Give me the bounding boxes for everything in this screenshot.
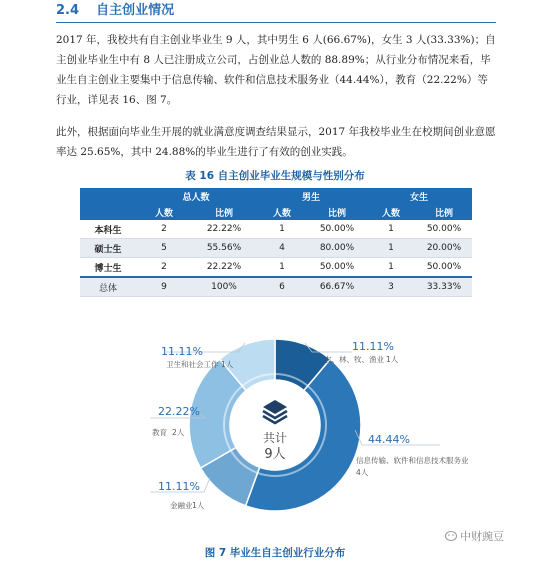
table-cell: 100% [192,277,256,297]
slice-percent-label: 11.11% [158,480,200,493]
slice-count-label: 4人 [356,468,369,477]
table-cell: 50.00% [308,258,366,278]
sub-header: 人数 [366,204,416,220]
slice-percent-label: 22.22% [158,405,200,418]
slice-category-label: 农、林、牧、渔业 [324,355,384,364]
table-cell: 1 [256,258,308,278]
table-cell: 80.00% [308,239,366,258]
table-cell: 66.67% [308,277,366,297]
table-caption: 表 16 自主创业毕业生规模与性别分布 [185,170,365,182]
table-cell: 20.00% [416,239,472,258]
slice-category-label: 教育 [152,428,167,437]
sub-header: 人数 [256,204,308,220]
figure-caption: 图 7 毕业生自主创业行业分布 [204,547,346,559]
slice-percent-label: 44.44% [368,433,410,446]
group-header-male: 男生 [256,188,366,204]
row-label: 本科生 [80,220,136,239]
table-cell: 2 [136,258,192,278]
slice-category-label: 金融业 [170,501,193,510]
slice-percent-label: 11.11% [161,345,203,358]
table-cell: 50.00% [416,220,472,239]
center-label-total: 共计 [262,431,288,445]
row-label: 硕士生 [80,239,136,258]
slice-count-label: 1人 [386,355,399,364]
table-cell: 50.00% [416,258,472,278]
section-title: 自主创业情况 [96,3,175,18]
center-label-count: 9人 [264,447,286,462]
table-cell: 5 [136,239,192,258]
table-cell: 2 [136,220,192,239]
slice-count-label: 1人 [221,360,234,369]
slice-count-label: 1人 [192,501,205,510]
table-cell: 22.22% [192,220,256,239]
row-label: 总体 [80,277,136,297]
row-label: 博士生 [80,258,136,278]
slice-category-label: 卫生和社会工作 [166,360,219,369]
table-cell: 4 [256,239,308,258]
table-cell: 9 [136,277,192,297]
table-cell: 3 [366,277,416,297]
watermark: 中财豌豆 [460,530,504,543]
table-cell: 33.33% [416,277,472,297]
slice-category-label: 信息传输、软件和信息技术服务业 [356,456,469,465]
sub-header: 比例 [192,204,256,220]
table-cell: 22.22% [192,258,256,278]
table-cell: 1 [256,220,308,239]
wechat-icon [445,530,459,542]
table-cell: 50.00% [308,220,366,239]
paragraph-1: 2017 年，我校共有自主创业毕业生 9 人，其中男生 6 人(66.67%)，女生 3 人(33.33%)；自主创业毕业生中有 8 人已注册成立公司，占创业总人数的 88.89%；从行业分布情况来看，毕业生自主创业主要集中于信息传输、软件和信息技术服务业（44.44%），教育（22.22%）等行业，详见表 16、图 7。 [56,34,496,106]
sub-header: 比例 [308,204,366,220]
slice-percent-label: 11.11% [352,340,394,353]
table-cell: 55.56% [192,239,256,258]
table-cell: 6 [256,277,308,297]
table-cell: 1 [366,239,416,258]
sub-header: 比例 [416,204,472,220]
section-number: 2.4 [56,3,80,18]
slice-count-label: 2人 [172,428,185,437]
paragraph-2: 此外，根据面向毕业生开展的就业满意度调查结果显示，2017 年我校毕业生在校期间创业意愿率达 25.65%，其中 24.88%的毕业生进行了有效的创业实践。 [56,126,496,158]
group-header-total: 总人数 [136,188,256,204]
table-cell: 1 [366,258,416,278]
sub-header: 人数 [136,204,192,220]
group-header-female: 女生 [366,188,472,204]
table-cell: 1 [366,220,416,239]
